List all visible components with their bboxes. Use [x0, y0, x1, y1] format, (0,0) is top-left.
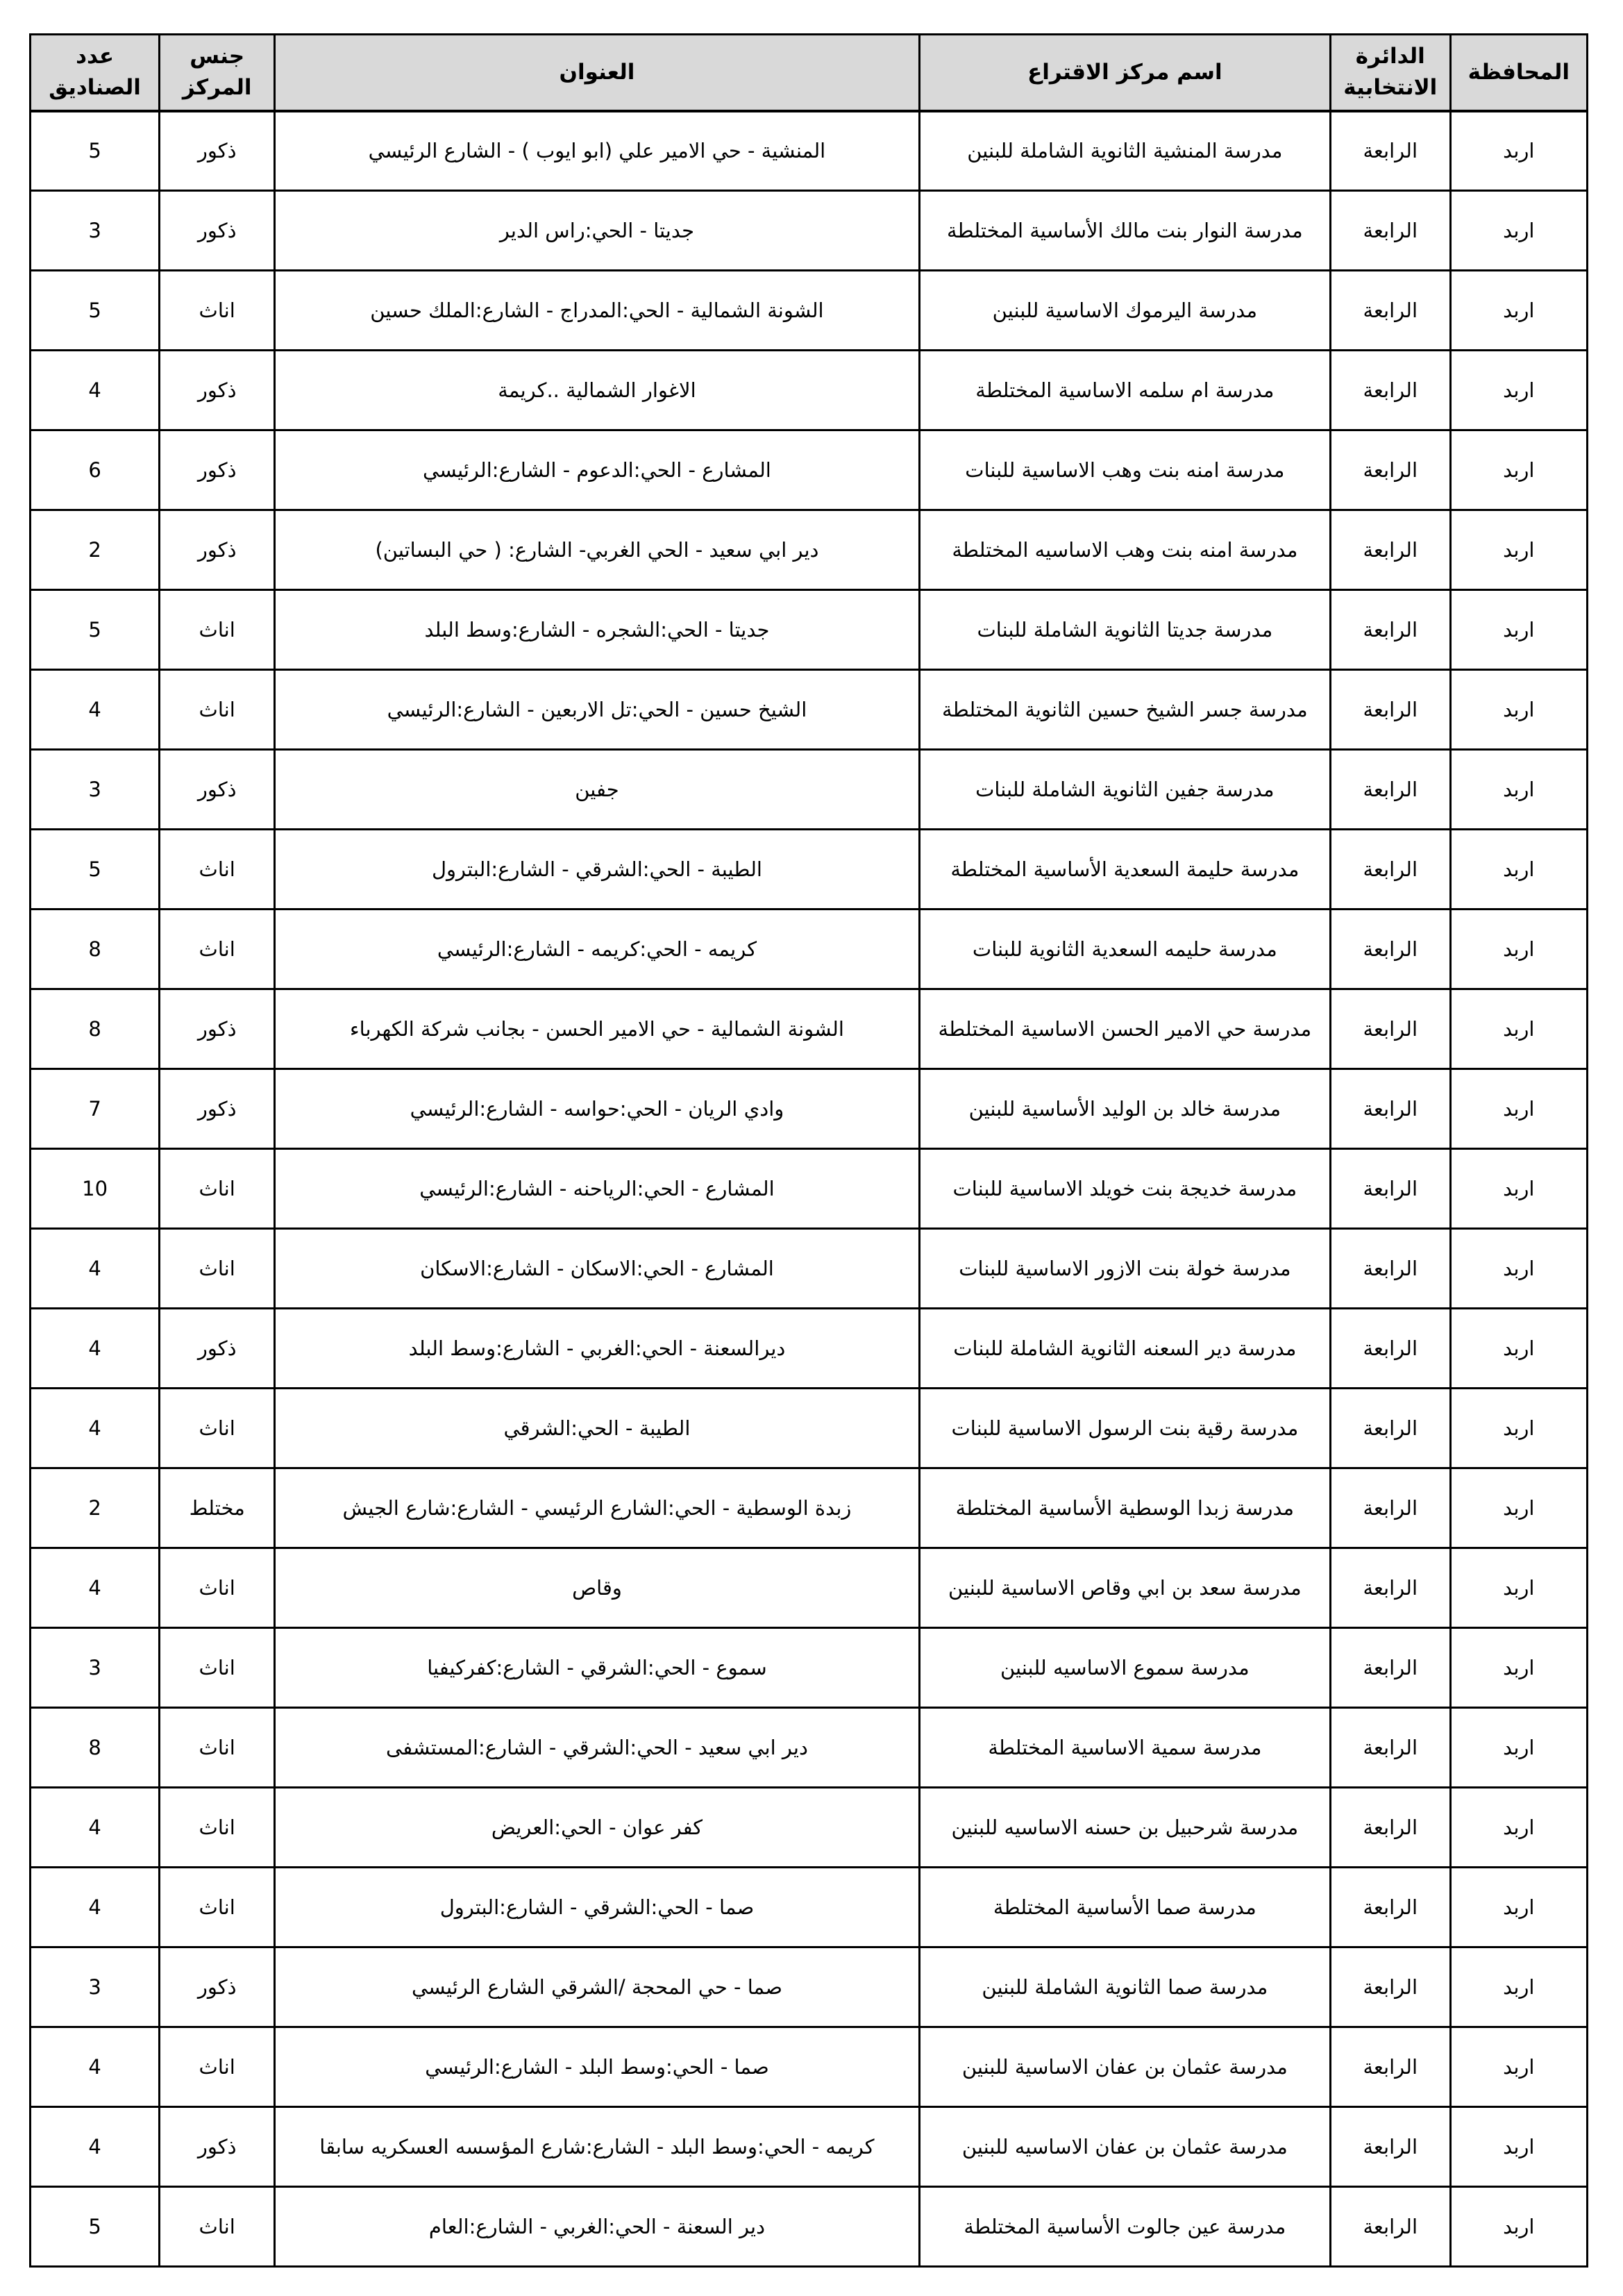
governorate-cell: اربد: [1450, 351, 1587, 430]
header-district: الدائرة الانتخابية: [1330, 35, 1450, 111]
table-row: [31, 1468, 1588, 1548]
district-cell: الرابعة: [1330, 989, 1450, 1069]
district-cell: الرابعة: [1330, 510, 1450, 590]
center-gender-cell: اناث: [160, 1229, 275, 1309]
address-cell: جفين: [275, 750, 920, 830]
center-gender-cell: اناث: [160, 910, 275, 989]
district-cell: الرابعة: [1330, 111, 1450, 191]
district-cell: الرابعة: [1330, 1229, 1450, 1309]
center-name-cell: مدرسة صما الأساسية المختلطة: [919, 1868, 1330, 1947]
center-gender-cell: اناث: [160, 2027, 275, 2107]
center-name-cell: مدرسة النوار بنت مالك الأساسية المختلطة: [919, 191, 1330, 271]
governorate-cell: اربد: [1450, 989, 1587, 1069]
box-count-cell: 4: [31, 1788, 160, 1868]
governorate-cell: اربد: [1450, 1947, 1587, 2027]
table-row: [31, 2187, 1588, 2267]
center-gender-cell: مختلط: [160, 1468, 275, 1548]
box-count-cell: 3: [31, 191, 160, 271]
table-row: [31, 510, 1588, 590]
table-row: [31, 111, 1588, 191]
governorate-cell: اربد: [1450, 1069, 1587, 1149]
table-row: [31, 590, 1588, 670]
box-count-cell: 4: [31, 1309, 160, 1389]
box-count-cell: 3: [31, 1947, 160, 2027]
center-name-cell: مدرسة حليمة السعدية الأساسية المختلطة: [919, 830, 1330, 910]
center-name-cell: مدرسة سمية الاساسية المختلطة: [919, 1708, 1330, 1788]
center-gender-cell: ذكور: [160, 1947, 275, 2027]
address-cell: جديتا - الحي:الشجره - الشارع:وسط البلد: [275, 590, 920, 670]
governorate-cell: اربد: [1450, 430, 1587, 510]
center-name-cell: مدرسة عثمان بن عفان الاساسيه للبنين: [919, 2107, 1330, 2187]
address-cell: سموع - الحي:الشرقي - الشارع:كفركيفيا: [275, 1628, 920, 1708]
center-name-cell: مدرسة جسر الشيخ حسين الثانوية المختلطة: [919, 670, 1330, 750]
center-name-cell: مدرسة خالد بن الوليد الأساسية للبنين: [919, 1069, 1330, 1149]
center-gender-cell: اناث: [160, 1548, 275, 1628]
table-row: [31, 271, 1588, 351]
center-name-cell: مدرسة خديجة بنت خويلد الاساسية للبنات: [919, 1149, 1330, 1229]
center-name-cell: مدرسة زبدا الوسطية الأساسية المختلطة: [919, 1468, 1330, 1548]
center-gender-cell: اناث: [160, 271, 275, 351]
governorate-cell: اربد: [1450, 1788, 1587, 1868]
center-gender-cell: ذكور: [160, 510, 275, 590]
center-name-cell: مدرسة دير السعنه الثانوية الشاملة للبنات: [919, 1309, 1330, 1389]
district-cell: الرابعة: [1330, 2187, 1450, 2267]
governorate-cell: اربد: [1450, 1868, 1587, 1947]
center-gender-cell: ذكور: [160, 2107, 275, 2187]
center-name-cell: مدرسة صما الثانوية الشاملة للبنين: [919, 1947, 1330, 2027]
governorate-cell: اربد: [1450, 1708, 1587, 1788]
address-cell: الشونة الشمالية - الحي:المدراج - الشارع:الملك حسين: [275, 271, 920, 351]
table-row: [31, 1149, 1588, 1229]
header-box-count: عدد الصناديق: [31, 35, 160, 111]
governorate-cell: اربد: [1450, 2027, 1587, 2107]
center-gender-cell: ذكور: [160, 750, 275, 830]
center-name-cell: مدرسة امنه بنت وهب الاساسيه المختلطة: [919, 510, 1330, 590]
center-gender-cell: ذكور: [160, 989, 275, 1069]
polling-centers-table: [29, 33, 1588, 2268]
governorate-cell: اربد: [1450, 2187, 1587, 2267]
table-row: [31, 1788, 1588, 1868]
district-cell: الرابعة: [1330, 1708, 1450, 1788]
center-name-cell: مدرسة عثمان بن عفان الاساسية للبنين: [919, 2027, 1330, 2107]
governorate-cell: اربد: [1450, 1389, 1587, 1468]
table-row: [31, 1069, 1588, 1149]
box-count-cell: 4: [31, 351, 160, 430]
district-cell: الرابعة: [1330, 1788, 1450, 1868]
governorate-cell: اربد: [1450, 191, 1587, 271]
box-count-cell: 5: [31, 2187, 160, 2267]
district-cell: الرابعة: [1330, 1868, 1450, 1947]
governorate-cell: اربد: [1450, 1628, 1587, 1708]
box-count-cell: 5: [31, 111, 160, 191]
governorate-cell: اربد: [1450, 2107, 1587, 2187]
address-cell: المشارع - الحي:الدعوم - الشارع:الرئيسي: [275, 430, 920, 510]
district-cell: الرابعة: [1330, 351, 1450, 430]
address-cell: صما - حي المحجة /الشرقي الشارع الرئيسي: [275, 1947, 920, 2027]
center-name-cell: مدرسة سعد بن ابي وقاص الاساسية للبنين: [919, 1548, 1330, 1628]
address-cell: المشارع - الحي:الاسكان - الشارع:الاسكان: [275, 1229, 920, 1309]
box-count-cell: 4: [31, 1229, 160, 1309]
address-cell: كريمه - الحي:وسط البلد - الشارع:شارع المؤسسه العسكريه سابقا: [275, 2107, 920, 2187]
address-cell: وادي الريان - الحي:حواسه - الشارع:الرئيسي: [275, 1069, 920, 1149]
address-cell: جديتا - الحي:راس الدير: [275, 191, 920, 271]
governorate-cell: اربد: [1450, 1548, 1587, 1628]
center-gender-cell: ذكور: [160, 1309, 275, 1389]
table-row: [31, 1947, 1588, 2027]
district-cell: الرابعة: [1330, 1947, 1450, 2027]
table-row: [31, 351, 1588, 430]
center-name-cell: مدرسة سموع الاساسيه للبنين: [919, 1628, 1330, 1708]
center-name-cell: مدرسة ام سلمه الاساسية المختلطة: [919, 351, 1330, 430]
district-cell: الرابعة: [1330, 590, 1450, 670]
box-count-cell: 8: [31, 989, 160, 1069]
governorate-cell: اربد: [1450, 830, 1587, 910]
box-count-cell: 2: [31, 510, 160, 590]
address-cell: ديرالسعنة - الحي:الغربي - الشارع:وسط البلد: [275, 1309, 920, 1389]
center-name-cell: مدرسة جفين الثانوية الشاملة للبنات: [919, 750, 1330, 830]
governorate-cell: اربد: [1450, 910, 1587, 989]
box-count-cell: 2: [31, 1468, 160, 1548]
governorate-cell: اربد: [1450, 1309, 1587, 1389]
table-row: [31, 1229, 1588, 1309]
governorate-cell: اربد: [1450, 510, 1587, 590]
box-count-cell: 4: [31, 1868, 160, 1947]
center-gender-cell: اناث: [160, 1788, 275, 1868]
center-gender-cell: اناث: [160, 1628, 275, 1708]
address-cell: الاغوار الشمالية ..كريمة: [275, 351, 920, 430]
address-cell: دير السعنة - الحي:الغربي - الشارع:العام: [275, 2187, 920, 2267]
table-row: [31, 1868, 1588, 1947]
center-gender-cell: ذكور: [160, 430, 275, 510]
address-cell: كريمه - الحي:كريمه - الشارع:الرئيسي: [275, 910, 920, 989]
address-cell: دير ابي سعيد - الحي:الشرقي - الشارع:المستشفى: [275, 1708, 920, 1788]
table-row: [31, 191, 1588, 271]
center-name-cell: مدرسة امنه بنت وهب الاساسية للبنات: [919, 430, 1330, 510]
center-gender-cell: اناث: [160, 2187, 275, 2267]
table-row: [31, 2027, 1588, 2107]
address-cell: دير ابي سعيد - الحي الغربي- الشارع: ( حي البساتين): [275, 510, 920, 590]
header-governorate: المحافظة: [1450, 35, 1587, 111]
district-cell: الرابعة: [1330, 1628, 1450, 1708]
address-cell: الطيبة - الحي:الشرقي - الشارع:البترول: [275, 830, 920, 910]
center-name-cell: مدرسة اليرموك الاساسية للبنين: [919, 271, 1330, 351]
address-cell: صما - الحي:الشرقي - الشارع:البترول: [275, 1868, 920, 1947]
address-cell: كفر عوان - الحي:العريض: [275, 1788, 920, 1868]
polling-centers-table-container: [29, 33, 1588, 2268]
table-row: [31, 1708, 1588, 1788]
center-name-cell: مدرسة المنشية الثانوية الشاملة للبنين: [919, 111, 1330, 191]
center-gender-cell: اناث: [160, 1389, 275, 1468]
center-gender-cell: ذكور: [160, 111, 275, 191]
box-count-cell: 10: [31, 1149, 160, 1229]
table-row: [31, 1389, 1588, 1468]
governorate-cell: اربد: [1450, 670, 1587, 750]
center-gender-cell: اناث: [160, 590, 275, 670]
district-cell: الرابعة: [1330, 910, 1450, 989]
box-count-cell: 4: [31, 670, 160, 750]
district-cell: الرابعة: [1330, 830, 1450, 910]
table-row: [31, 1309, 1588, 1389]
header-address: العنوان: [275, 35, 920, 111]
address-cell: المنشية - حي الامير علي (ابو ايوب ) - الشارع الرئيسي: [275, 111, 920, 191]
center-gender-cell: ذكور: [160, 191, 275, 271]
district-cell: الرابعة: [1330, 1149, 1450, 1229]
district-cell: الرابعة: [1330, 191, 1450, 271]
district-cell: الرابعة: [1330, 1389, 1450, 1468]
center-name-cell: مدرسة خولة بنت الازور الاساسية للبنات: [919, 1229, 1330, 1309]
box-count-cell: 4: [31, 2107, 160, 2187]
district-cell: الرابعة: [1330, 1468, 1450, 1548]
district-cell: الرابعة: [1330, 1069, 1450, 1149]
center-name-cell: مدرسة رقية بنت الرسول الاساسية للبنات: [919, 1389, 1330, 1468]
district-cell: الرابعة: [1330, 750, 1450, 830]
district-cell: الرابعة: [1330, 2107, 1450, 2187]
box-count-cell: 4: [31, 1548, 160, 1628]
table-row: [31, 670, 1588, 750]
table-row: [31, 910, 1588, 989]
table-row: [31, 750, 1588, 830]
center-gender-cell: ذكور: [160, 351, 275, 430]
address-cell: المشارع - الحي:الرياحنه - الشارع:الرئيسي: [275, 1149, 920, 1229]
district-cell: الرابعة: [1330, 1548, 1450, 1628]
table-row: [31, 2107, 1588, 2187]
center-gender-cell: اناث: [160, 1149, 275, 1229]
address-cell: وقاص: [275, 1548, 920, 1628]
center-gender-cell: اناث: [160, 1868, 275, 1947]
box-count-cell: 5: [31, 590, 160, 670]
header-row: [31, 35, 1588, 111]
center-gender-cell: اناث: [160, 670, 275, 750]
address-cell: الشيخ حسين - الحي:تل الاربعين - الشارع:الرئيسي: [275, 670, 920, 750]
box-count-cell: 3: [31, 1628, 160, 1708]
governorate-cell: اربد: [1450, 1149, 1587, 1229]
district-cell: الرابعة: [1330, 430, 1450, 510]
governorate-cell: اربد: [1450, 750, 1587, 830]
governorate-cell: اربد: [1450, 590, 1587, 670]
district-cell: الرابعة: [1330, 271, 1450, 351]
center-name-cell: مدرسة حليمه السعدية الثانوية للبنات: [919, 910, 1330, 989]
header-center-name: اسم مركز الاقتراع: [919, 35, 1330, 111]
table-row: [31, 1548, 1588, 1628]
district-cell: الرابعة: [1330, 670, 1450, 750]
governorate-cell: اربد: [1450, 1229, 1587, 1309]
address-cell: زبدة الوسطية - الحي:الشارع الرئيسي - الشارع:شارع الجيش: [275, 1468, 920, 1548]
address-cell: الطيبة - الحي:الشرقي: [275, 1389, 920, 1468]
box-count-cell: 5: [31, 271, 160, 351]
box-count-cell: 3: [31, 750, 160, 830]
box-count-cell: 8: [31, 1708, 160, 1788]
table-row: [31, 1628, 1588, 1708]
governorate-cell: اربد: [1450, 1468, 1587, 1548]
district-cell: الرابعة: [1330, 2027, 1450, 2107]
box-count-cell: 7: [31, 1069, 160, 1149]
table-body: [31, 111, 1588, 2267]
table-row: [31, 989, 1588, 1069]
center-name-cell: مدرسة عين جالوت الأساسية المختلطة: [919, 2187, 1330, 2267]
center-gender-cell: اناث: [160, 830, 275, 910]
center-name-cell: مدرسة جديتا الثانوية الشاملة للبنات: [919, 590, 1330, 670]
governorate-cell: اربد: [1450, 111, 1587, 191]
center-gender-cell: ذكور: [160, 1069, 275, 1149]
district-cell: الرابعة: [1330, 1309, 1450, 1389]
governorate-cell: اربد: [1450, 271, 1587, 351]
table-row: [31, 830, 1588, 910]
box-count-cell: 4: [31, 2027, 160, 2107]
center-gender-cell: اناث: [160, 1708, 275, 1788]
center-name-cell: مدرسة حي الامير الحسن الاساسية المختلطة: [919, 989, 1330, 1069]
box-count-cell: 4: [31, 1389, 160, 1468]
address-cell: صما - الحي:وسط البلد - الشارع:الرئيسي: [275, 2027, 920, 2107]
box-count-cell: 8: [31, 910, 160, 989]
address-cell: الشونة الشمالية - حي الامير الحسن - بجانب شركة الكهرباء: [275, 989, 920, 1069]
header-center-gender: جنس المركز: [160, 35, 275, 111]
box-count-cell: 5: [31, 830, 160, 910]
table-row: [31, 430, 1588, 510]
center-name-cell: مدرسة شرحبيل بن حسنه الاساسيه للبنين: [919, 1788, 1330, 1868]
box-count-cell: 6: [31, 430, 160, 510]
